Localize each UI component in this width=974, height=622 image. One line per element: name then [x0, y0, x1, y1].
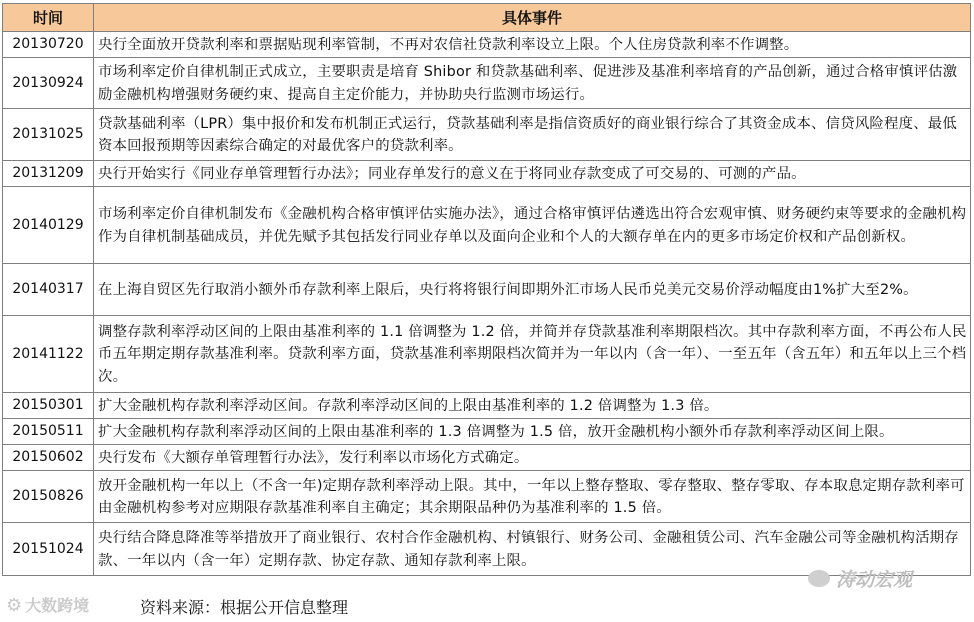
watermark-right: [808, 565, 912, 592]
table-row: [3, 58, 971, 109]
table-row: [3, 109, 971, 161]
date-cell: 20131025: [3, 109, 94, 161]
table-row: [3, 161, 971, 187]
date-cell: 20150511: [3, 419, 94, 445]
header-time: 时间: [3, 4, 94, 32]
header-event: 具体事件: [94, 4, 971, 32]
event-cell: 扩大金融机构存款利率浮动区间。存款利率浮动区间的上限由基准利率的 1.2 倍调整为 1.3 倍。: [94, 393, 971, 419]
table-row: [3, 32, 971, 58]
table-row: [3, 393, 971, 419]
date-cell: 20130924: [3, 58, 94, 109]
watermark-left: [6, 593, 89, 616]
event-cell: 扩大金融机构存款利率浮动区间的上限由基准利率的 1.3 倍调整为 1.5 倍，放开金融机构小额外币存款利率浮动区间上限。: [94, 419, 971, 445]
event-cell: 调整存款利率浮动区间的上限由基准利率的 1.1 倍调整为 1.2 倍，并简并存贷款基准利率期限档次。其中存款利率方面，不再公布人民币五年期定期存款基准利率。贷款利率方面，贷款基准利率期限档次简并为一年以内（含一年）、一至五年（含五年）和五年以上三个档次。: [94, 316, 971, 393]
event-cell: 央行发布《大额存单管理暂行办法》，发行利率以市场化方式确定。: [94, 445, 971, 471]
watermark-left-text: 大数跨境: [25, 596, 90, 615]
event-cell: 央行开始实行《同业存单管理暂行办法》；同业存单发行的意义在于将同业存款变成了可交易的、可测的产品。: [94, 161, 971, 187]
date-cell: 20131209: [3, 161, 94, 187]
date-cell: 20141122: [3, 316, 94, 393]
date-cell: 20150602: [3, 445, 94, 471]
source-note: 资料来源：根据公开信息整理: [140, 598, 349, 617]
date-cell: 20140317: [3, 264, 94, 316]
gear-logo-icon: ⚙: [6, 595, 23, 616]
date-cell: 20150826: [3, 471, 94, 523]
event-cell: 在上海自贸区先行取消小额外币存款利率上限后，央行将将银行间即期外汇市场人民币兑美元交易价浮动幅度由1%扩大至2%。: [94, 264, 971, 316]
table-row: [3, 316, 971, 393]
wechat-icon: [808, 570, 830, 587]
date-cell: 20140129: [3, 187, 94, 264]
event-cell: 央行全面放开贷款利率和票据贴现利率管制，不再对农信社贷款利率设立上限。个人住房贷款利率不作调整。: [94, 32, 971, 58]
table-header-row: [3, 4, 971, 32]
date-cell: 20151024: [3, 523, 94, 576]
footer: [0, 569, 974, 622]
table-row: [3, 471, 971, 523]
event-cell: 市场利率定价自律机制发布《金融机构合格审慎评估实施办法》，通过合格审慎评估遴选出符合宏观审慎、财务硬约束等要求的金融机构作为自律机制基础成员，并优先赋予其包括发行同业存单以及面向企业和个人的大额存单在内的更多市场定价权和产品创新权。: [94, 187, 971, 264]
table-row: [3, 419, 971, 445]
events-table: [2, 3, 971, 576]
date-cell: 20150301: [3, 393, 94, 419]
table-row: [3, 264, 971, 316]
event-cell: 市场利率定价自律机制正式成立，主要职责是培育 Shibor 和贷款基础利率、促进涉及基准利率培育的产品创新，通过合格审慎评估激励金融机构增强财务硬约束、提高自主定价能力，并协助央行监测市场运行。: [94, 58, 971, 109]
table-row: [3, 445, 971, 471]
table-row: [3, 187, 971, 264]
event-cell: 放开金融机构一年以上（不含一年)定期存款利率浮动上限。其中，一年以上整存整取、零存整取、整存零取、存本取息定期存款利率可由金融机构参考对应期限存款基准利率自主确定；其余期限品种仍为基准利率的 1.5 倍。: [94, 471, 971, 523]
event-cell: 贷款基础利率（LPR）集中报价和发布机制正式运行，贷款基础利率是指信资质好的商业银行综合了其资金成本、信贷风险程度、最低资本回报预期等因素综合确定的对最优客户的贷款利率。: [94, 109, 971, 161]
event-cell: 央行结合降息降准等举措放开了商业银行、农村合作金融机构、村镇银行、财务公司、金融租赁公司、汽车金融公司等金融机构活期存款、一年以内（含一年）定期存款、协定存款、通知存款利率上限。: [94, 523, 971, 576]
date-cell: 20130720: [3, 32, 94, 58]
watermark-right-text: 涛动宏观: [836, 569, 913, 591]
